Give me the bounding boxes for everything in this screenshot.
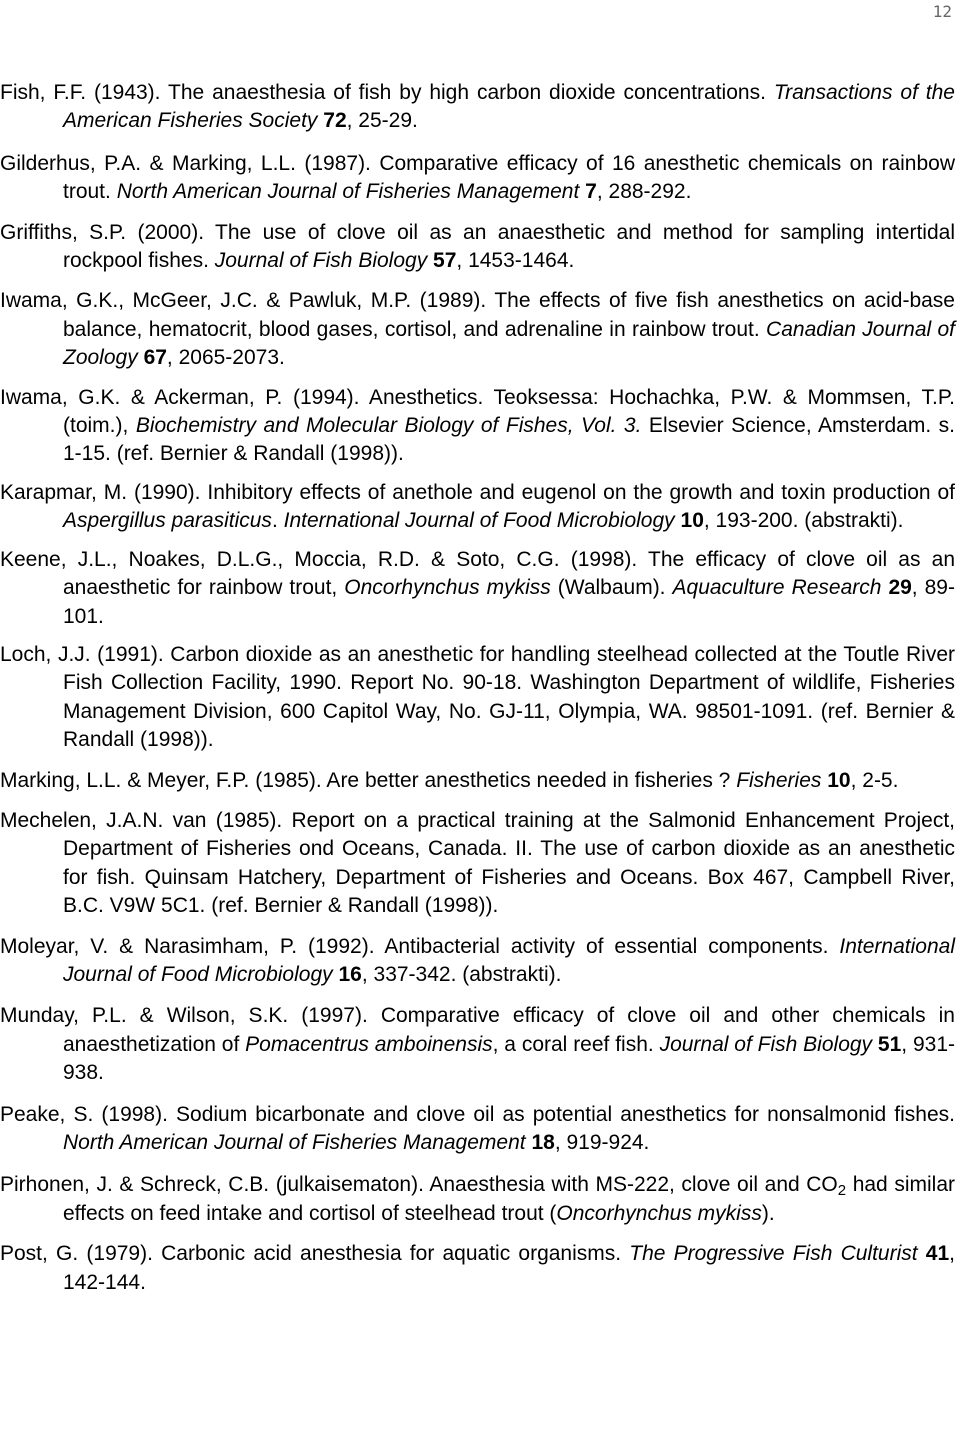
reference-entry (0, 219, 955, 276)
text-segment: Moleyar, V. & Narasimham, P. (1992). Antibacterial activity of essential components. (0, 934, 840, 958)
text-segment: Keene, J.L., Noakes, D.L.G., Moccia, R.D. & Soto, C.G. (1998). The efficacy of clove oil as an anaesthetic for rainbow trout, (0, 547, 955, 600)
text-segment: (Walbaum). (550, 576, 673, 600)
text-segment: , a coral reef fish. (492, 1032, 660, 1056)
volume-number: 16 (338, 962, 362, 986)
reference-entry (0, 767, 955, 795)
text-segment: Karapmar, M. (1990). Inhibitory effects of anethole and eugenol on the growth and toxin production of (0, 480, 955, 504)
text-segment: , 1453-1464. (456, 249, 575, 273)
reference-entry (0, 287, 955, 372)
reference-entry (0, 79, 955, 136)
italic-segment: International Journal of Food Microbiology (63, 934, 955, 986)
text-segment: , 337-342. (abstrakti). (361, 962, 562, 986)
volume-number: 41 (925, 1242, 950, 1266)
reference-entry (0, 933, 955, 990)
volume-number: 57 (433, 249, 457, 273)
volume-number: 7 (585, 180, 597, 204)
reference-list (0, 79, 955, 1297)
text-segment: Munday, P.L. & Wilson, S.K. (1997). Comparative efficacy of clove oil and other chemicals in anaesthetization of (0, 1004, 955, 1056)
reference-entry (0, 1101, 955, 1158)
italic-segment: Journal of Fish Biology (214, 249, 428, 273)
subscript: 2 (837, 1182, 847, 1200)
text-segment: , 2065-2073. (166, 346, 285, 370)
reference-entry (0, 1002, 955, 1087)
text-segment: , 288-292. (596, 180, 692, 204)
text-segment: Griffiths, S.P. (2000). The use of clove oil as an anaesthetic and method for sampling intertidal rockpool fishes. (0, 220, 955, 273)
reference-entry (0, 641, 955, 755)
text-segment (918, 1242, 926, 1265)
text-segment: had similar effects on feed intake and cortisol of steelhead trout ( (63, 1173, 955, 1225)
reference-entry (0, 807, 955, 921)
text-segment: , 193-200. (abstrakti). (703, 509, 904, 533)
volume-number: 18 (531, 1131, 555, 1154)
italic-segment: Canadian Journal of Zoology (63, 317, 956, 370)
italic-segment: Biochemistry and Molecular Biology of Fishes, Vol. 3. (135, 414, 642, 438)
text-segment: Mechelen, J.A.N. van (1985). Report on a practical training at the Salmonid Enhancement Project, Department of Fisheries ond Oceans, Canada. II. The use of carbon dioxide as an anesthetic for fish. Quinsam Hatchery, Department of Fisheries and Oceans. Box 467, Campbell River, B.C. V9W 5C1. (ref. Bernier & Randall (1998)). (0, 808, 955, 918)
italic-segment: Oncorhynchus mykiss (344, 576, 551, 600)
reference-entry (0, 1240, 955, 1297)
italic-segment: Transactions of the American Fisheries Society (63, 81, 955, 133)
text-segment: ). (761, 1201, 775, 1225)
text-segment: , 89-101. (63, 576, 955, 628)
text-segment: , 931-938. (63, 1032, 955, 1085)
text-segment: Loch, J.J. (1991). Carbon dioxide as an anesthetic for handling steelhead collected at the Toutle River Fish Collection Facility, 1990. Report No. 90-18. Washington Department of wildlife, Fisheries Management Division, 600 Capitol Way, No. GJ-11, Olympia, WA. 98501-1091. (ref. Bernier & Randall (1998)). (0, 642, 955, 752)
volume-number: 51 (877, 1032, 902, 1056)
italic-segment: The Progressive Fish Culturist (629, 1242, 918, 1266)
italic-segment: Journal of Fish Biology (659, 1032, 873, 1056)
volume-number: 10 (680, 509, 704, 533)
italic-segment: Aspergillus parasiticus (63, 509, 272, 533)
text-segment: , 25-29. (346, 109, 418, 133)
italic-segment: Oncorhynchus mykiss (556, 1201, 762, 1225)
text-segment: Peake, S. (1998). Sodium bicarbonate and clove oil as potential anesthetics for nonsalmonid fishes. (0, 1102, 955, 1126)
volume-number: 10 (827, 768, 851, 792)
text-segment: , 919-924. (554, 1131, 650, 1154)
text-segment: Post, G. (1979). Carbonic acid anesthesia for aquatic organisms. (0, 1242, 630, 1266)
text-segment: Marking, L.L. & Meyer, F.P. (1985). Are better anesthetics needed in fisheries ? (0, 768, 737, 792)
italic-segment: International Journal of Food Microbiology (283, 509, 675, 533)
reference-entry (0, 479, 955, 536)
text-segment: , 142-144. (63, 1242, 955, 1294)
reference-entry (0, 150, 955, 207)
text-segment: Iwama, G.K. & Ackerman, P. (1994). Anesthetics. Teoksessa: Hochachka, P.W. & Mommsen, T.P. (toim.), (0, 385, 955, 438)
italic-segment: Pomacentrus amboinensis (245, 1032, 493, 1056)
page-number: 12 (932, 2, 952, 21)
reference-entry (0, 546, 955, 631)
text-segment: Fish, F.F. (1943). The anaesthesia of fish by high carbon dioxide concentrations. (0, 81, 774, 104)
italic-segment: Fisheries (736, 768, 822, 792)
text-segment: . (271, 509, 284, 533)
italic-segment: North American Journal of Fisheries Management (63, 1131, 526, 1154)
volume-number: 67 (143, 346, 167, 370)
italic-segment: North American Journal of Fisheries Management (116, 180, 580, 204)
text-segment: Elsevier Science, Amsterdam. s. 1-15. (ref. Bernier & Randall (1998)). (63, 414, 955, 466)
reference-entry (0, 1171, 955, 1228)
italic-segment: Aquaculture Research (672, 576, 882, 600)
volume-number: 29 (888, 576, 912, 600)
volume-number: 72 (323, 109, 347, 133)
text-segment: Pirhonen, J. & Schreck, C.B. (julkaisematon). Anaesthesia with MS-222, clove oil and CO (0, 1173, 838, 1197)
text-segment: Gilderhus, P.A. & Marking, L.L. (1987). Comparative efficacy of 16 anesthetic chemicals on rainbow trout. (0, 151, 955, 204)
reference-entry (0, 384, 955, 469)
text-segment: , 2-5. (850, 768, 899, 792)
text-segment: Iwama, G.K., McGeer, J.C. & Pawluk, M.P. (1989). The effects of five fish anesthetics on acid-base balance, hematocrit, blood gases, cortisol, and adrenaline in rainbow trout. (0, 289, 955, 341)
